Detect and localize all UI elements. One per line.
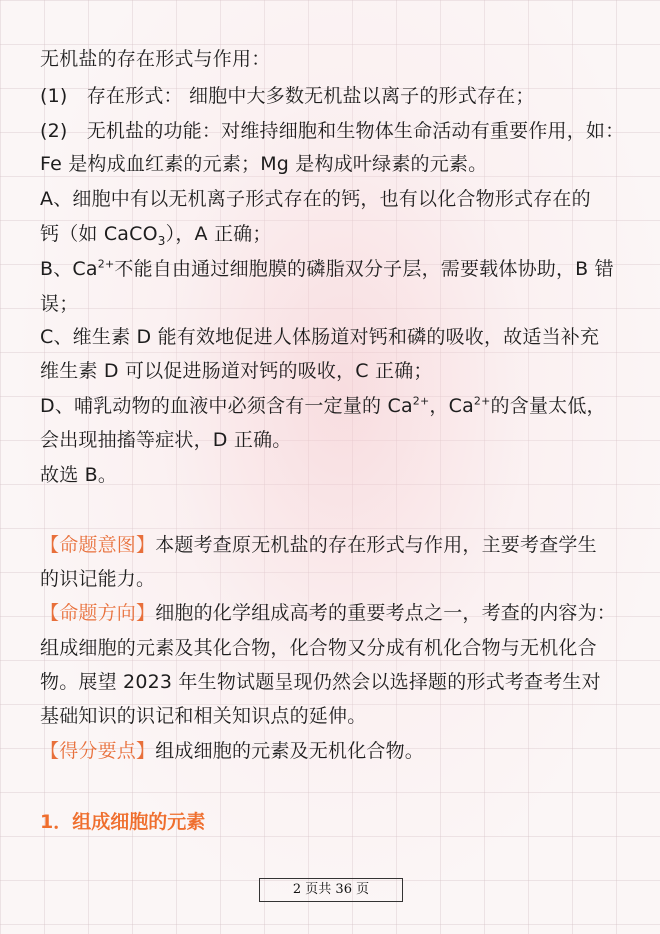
option-d-mid: ，Ca [429,395,474,417]
item2-text: (2) 无机盐的功能：对维持细胞和生物体生命活动有重要作用，如： [40,120,625,142]
heading-text: 无机盐的存在形式与作用： [40,48,271,70]
item2-line1 [40,119,624,143]
option-d-pre: D、哺乳动物的血液中必须含有一定量的 Ca [40,395,413,417]
item2-text-cont: Fe 是构成血红素的元素；Mg 是构成叶绿素的元素。 [40,153,488,175]
option-c-text: C、维生素 D 能有效地促进人体肠道对钙和磷的吸收，故适当补充 [40,326,600,348]
intent-line2 [40,567,155,591]
points-tag: 【得分要点】 [40,740,156,762]
intent-line1 [40,533,597,557]
option-b-superscript: 2+ [97,257,115,271]
option-c-line2 [40,359,433,383]
item2-line2 [40,152,487,176]
intent-text-cont: 的识记能力。 [40,568,156,590]
page-number: 2 页共 36 页 [292,882,370,897]
option-d-text-cont: 会出现抽搐等症状，D 正确。 [40,429,292,451]
answer-line [40,463,117,487]
option-d-superscript-1: 2+ [412,394,430,408]
direction-line2 [40,636,597,660]
answer-text: 故选 B。 [40,464,118,486]
option-b-text: 不能自由通过细胞膜的磷脂双分子层，需要载体协助，B 错 [114,258,614,280]
option-b-line1 [40,257,614,281]
option-a-formula-pre: 钙（如 CaCO [40,223,158,245]
option-a-text: A、细胞中有以无机离子形式存在的钙，也有以化合物形式存在的 [40,188,591,210]
option-d-text: 的含量太低， [490,395,606,417]
points-line [40,739,424,763]
direction-tag: 【命题方向】 [40,602,156,624]
intent-tag: 【命题意图】 [40,534,156,556]
direction-text-3: 物。展望 2023 年生物试题呈现仍然会以选择题的形式考查考生对 [40,671,601,693]
direction-text: 细胞的化学组成高考的重要考点之一，考查的内容为： [155,602,617,624]
option-a-line1 [40,187,591,211]
option-a-formula-post: ），A 正确； [165,223,272,245]
option-c-text-cont: 维生素 D 可以促进肠道对钙的吸收，C 正确； [40,360,433,382]
section-title: 1．组成细胞的元素 [40,811,206,833]
option-a-line2 [40,222,272,246]
direction-text-4: 基础知识的识记和相关知识点的延伸。 [40,705,367,727]
direction-text-2: 组成细胞的元素及其化合物，化合物又分成有机化合物与无机化合 [40,637,597,659]
direction-line4 [40,704,366,728]
heading-line [40,47,270,71]
option-c-line1 [40,325,599,349]
option-b-line2 [40,292,78,316]
option-b-text-cont: 误； [40,293,79,315]
option-d-superscript-2: 2+ [473,394,491,408]
option-b-pre: B、Ca [40,258,98,280]
option-d-line1 [40,394,606,418]
points-text: 组成细胞的元素及无机化合物。 [155,740,425,762]
item1-line [40,84,535,108]
option-d-line2 [40,428,291,452]
direction-line1 [40,601,616,625]
direction-line3 [40,670,601,694]
intent-text: 本题考查原无机盐的存在形式与作用，主要考查学生 [155,534,597,556]
page-number-box [259,878,403,902]
item1-text: (1) 存在形式： 细胞中大多数无机盐以离子的形式存在； [40,85,535,107]
option-a-subscript: 3 [157,233,166,248]
